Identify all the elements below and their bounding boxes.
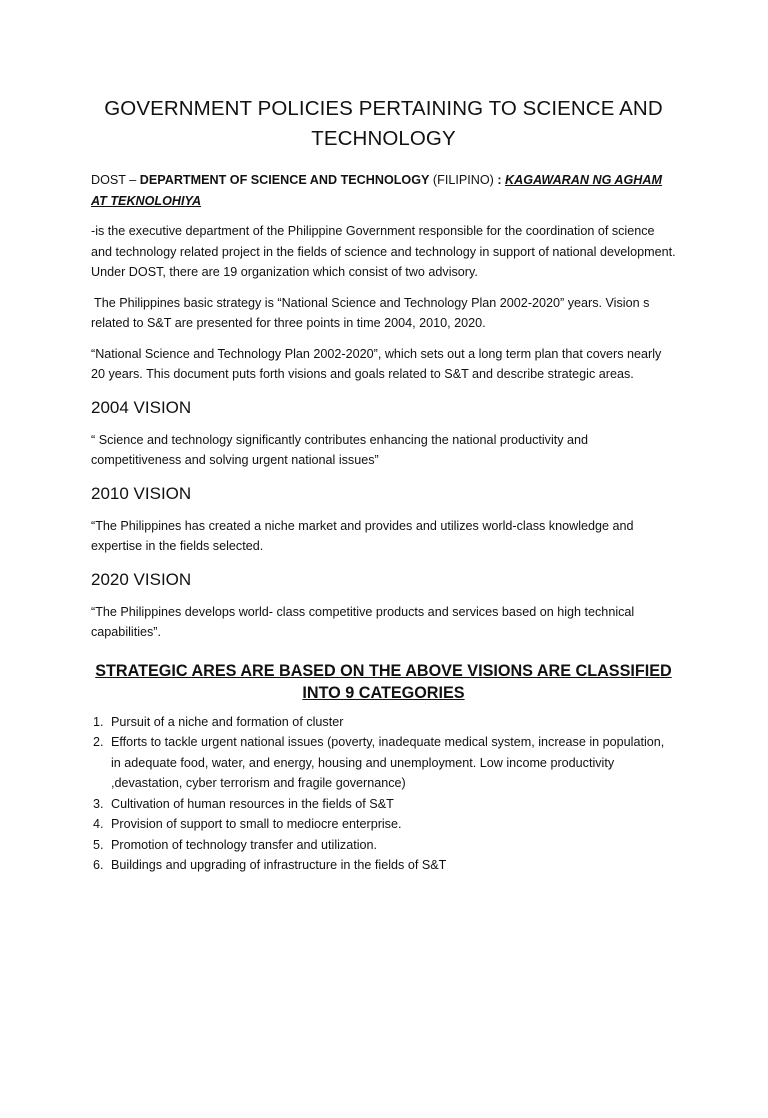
dost-abbreviation: DOST – [91, 173, 140, 187]
page-title [91, 94, 676, 154]
list-item: 5. Promotion of technology transfer and utilization. [107, 835, 676, 856]
plan-paragraph: “National Science and Technology Plan 2002-2020”, which sets out a long term plan that covers nearly 20 years. This document puts forth visions and goals related to S&T and describe strategic areas. [91, 346, 662, 381]
vision-heading-2020: 2020 VISION [91, 569, 192, 589]
document-page [0, 94, 768, 1118]
vision-text-2004: “ Science and technology significantly contributes enhancing the national productivity and competitiveness and solving urgent national issues” [91, 432, 589, 467]
strategic-areas-heading-line-1: STRATEGIC ARES ARE BASED ON THE ABOVE VISIONS ARE CLASSIFIED [95, 661, 672, 680]
dost-definition-line [91, 170, 676, 211]
vision-section [91, 397, 676, 643]
list-item: 2. Efforts to tackle urgent national issues (poverty, inadequate medical system, increase in population, in adequate food, water, and energy, housing and unemployment. Low income productivity ,devastation, cyber terrorism and fragile governance) [107, 732, 676, 794]
dost-full-name: DEPARTMENT OF SCIENCE AND TECHNOLOGY [139, 173, 430, 187]
filipino-name: KAGAWARAN NG AGHAM AT TEKNOLOHIYA [91, 173, 662, 208]
categories-list [91, 712, 676, 876]
colon-separator: : [497, 173, 506, 187]
list-item: 1. Pursuit of a niche and formation of cluster [107, 712, 676, 733]
list-item: 6. Buildings and upgrading of infrastructure in the fields of S&T [107, 855, 676, 876]
vision-heading-2010: 2010 VISION [91, 483, 192, 503]
strategic-areas-heading-line-2: INTO 9 CATEGORIES [302, 683, 465, 702]
vision-text-2020: “The Philippines develops world- class competitive products and services based on high technical capabilities”. [91, 604, 635, 639]
page-title-line-1: GOVERNMENT POLICIES PERTAINING TO SCIENCE AND [104, 97, 663, 120]
list-item: 4. Provision of support to small to mediocre enterprise. [107, 814, 676, 835]
vision-text-2010: “The Philippines has created a niche market and provides and utilizes world-class knowledge and expertise in the fields selected. [91, 518, 634, 553]
page-title-line-2: TECHNOLOGY [311, 127, 456, 150]
vision-heading-2004: 2004 VISION [91, 397, 192, 417]
basic-strategy-paragraph: The Philippines basic strategy is “National Science and Technology Plan 2002-2020” years. Vision s related to S&T are presented for three points in time 2004, 2010, 2020. [91, 295, 650, 330]
strategic-areas-heading [91, 660, 676, 704]
language-label: (FILIPINO) [429, 173, 498, 187]
dost-description: -is the executive department of the Philippine Government responsible for the coordination of science and technology related project in the fields of science and technology in support of national development. Under DOST, there are 19 organization which consist of two advisory. [91, 224, 676, 279]
list-item: 3. Cultivation of human resources in the fields of S&T [107, 794, 676, 815]
